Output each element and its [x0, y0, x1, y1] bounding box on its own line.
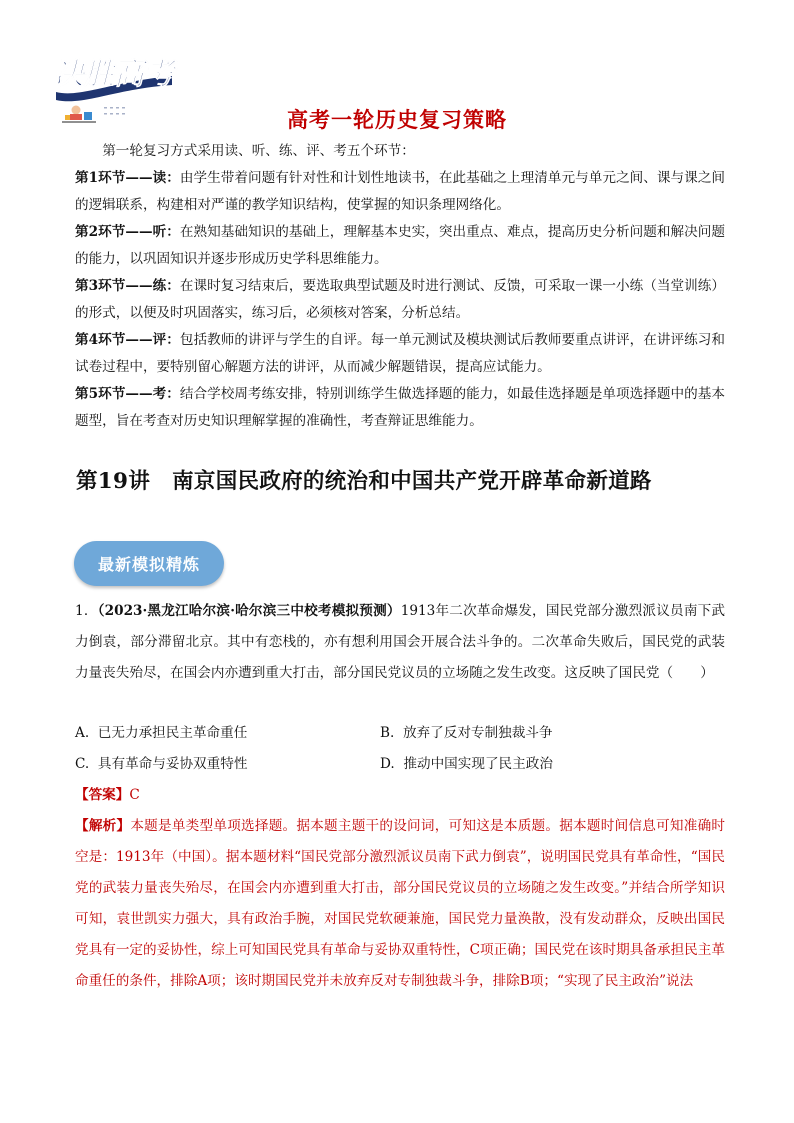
logo-text: 决胜高考 — [54, 57, 174, 92]
analysis-label: 【解析】 — [75, 818, 131, 834]
option-a[interactable] — [75, 718, 380, 749]
step-1 — [75, 165, 725, 219]
step-5 — [75, 381, 725, 435]
option-b[interactable] — [380, 718, 685, 749]
step-3 — [75, 273, 725, 327]
option-text: 放弃了反对专制独裁斗争 — [402, 725, 553, 741]
intro-lead: 第一轮复习方式采用读、听、练、评、考五个环节： — [102, 143, 415, 159]
option-d[interactable] — [380, 749, 685, 780]
step-text: 包括教师的讲评与学生的自评。每一单元测试及模块测试后教师要重点讲评，在讲评练习和试卷过程中，要特别留心解题方法的讲评，从而减少解题错误，提高应试能力。 — [75, 332, 725, 375]
step-text: 在熟知基础知识的基础上，理解基本史实，突出重点、难点，提高历史分析问题和解决问题的能力，以巩固知识并逐步形成历史学科思维能力。 — [75, 224, 725, 267]
option-text: 具有革命与妥协双重特性 — [97, 756, 248, 772]
document-title: 高考一轮历史复习策略 — [287, 108, 507, 132]
lecture-title: 南京国民政府的统治和中国共产党开辟革命新道路 — [172, 469, 652, 494]
option-letter: D. — [380, 756, 395, 772]
option-letter: B. — [380, 725, 395, 741]
section-badge: 最新模拟精炼 — [74, 541, 224, 586]
step-2 — [75, 219, 725, 273]
option-c[interactable] — [75, 749, 380, 780]
question-1 — [75, 596, 725, 689]
answer — [75, 780, 140, 811]
option-letter: C. — [75, 756, 90, 772]
step-label: 第5环节——考： — [75, 386, 180, 402]
step-label: 第2环节——听： — [75, 224, 180, 240]
step-4 — [75, 327, 725, 381]
option-text: 推动中国实现了民主政治 — [403, 756, 553, 772]
answer-options — [75, 718, 725, 780]
lecture-number: 第19讲 — [76, 469, 151, 494]
step-label: 第1环节——读： — [75, 170, 180, 186]
analysis-text: 本题是单类型单项选择题。据本题主题干的设问词，可知这是本质题。据本题时间信息可知准确时空是：1913年（中国）。据本题材料“国民党部分激烈派议员南下武力倒袁”，说明国民党具有革命性，“国民党的武装力量丧失殆尽，在国会内亦遭到重大打击，部分国民党议员的立场随之发生改变。”并结合所学知识可知，袁世凯实力强大，具有政治手腕，对国民党软硬兼施，国民党力量涣散，没有发动群众，反映出国民党具有一定的妥协性，综上可知国民党具有革命与妥协双重特性，C项正确；国民党在该时期具备承担民主革命重任的条件，排除A项；该时期国民党并未放弃反对专制独裁斗争，排除B项；“实现了民主政治”说法 — [75, 818, 726, 989]
step-label: 第4环节——评： — [75, 332, 180, 348]
step-text: 在课时复习结束后，要选取典型试题及时进行测试、反馈，可采取一课一小练（当堂训练）的形式，以便及时巩固落实，练习后，必须核对答案，分析总结。 — [75, 278, 725, 321]
analysis — [75, 811, 725, 997]
lecture-heading — [76, 464, 652, 495]
option-text: 已无力承担民主革命重任 — [97, 725, 248, 741]
study-strategy — [75, 138, 725, 435]
question-stem: 1913年二次革命爆发，国民党部分激烈派议员南下武力倒袁，部分滞留北京。其中有恋栈的，亦有想利用国会开展合法斗争的。二次革命失败后，国民党的武装力量丧失殆尽，在国会内亦遭到重大打击，部分国民党议员的立场随之发生改变。这反映了国民党（ ） — [75, 603, 726, 681]
option-letter: A. — [75, 725, 90, 741]
answer-label: 【答案】 — [75, 787, 130, 803]
question-source: （2023·黑龙江哈尔滨·哈尔滨三中校考模拟预测） — [97, 603, 401, 619]
step-text: 由学生带着问题有针对性和计划性地读书，在此基础之上理清单元与单元之间、课与课之间的逻辑联系，构建相对严谨的教学知识结构，使掌握的知识条理网络化。 — [75, 170, 725, 213]
step-label: 第3环节——练： — [75, 278, 180, 294]
step-text: 结合学校周考练安排，特别训练学生做选择题的能力，如最佳选择题是单项选择题中的基本题型，旨在考查对历史知识理解掌握的准确性，考查辩证思维能力。 — [75, 386, 725, 429]
answer-value: C — [129, 787, 140, 803]
question-number: 1． — [75, 603, 98, 619]
